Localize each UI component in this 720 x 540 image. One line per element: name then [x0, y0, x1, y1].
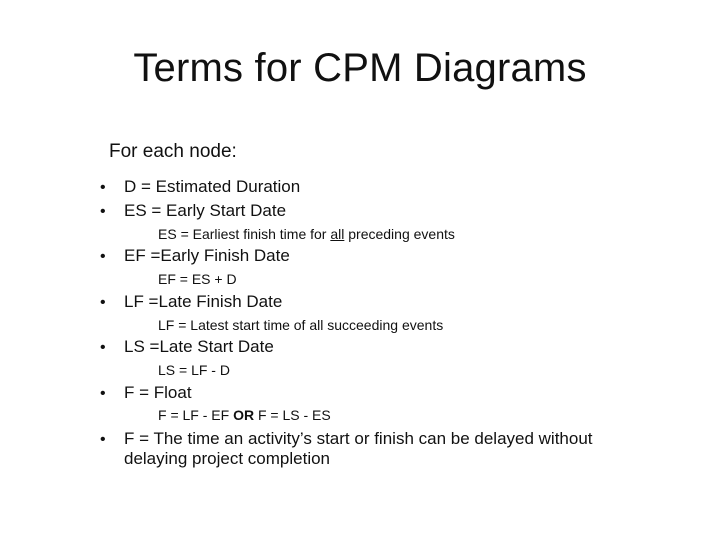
- bullet-marker: •: [100, 294, 106, 311]
- subtext-part: preceding events: [344, 226, 455, 242]
- bullet-text: D = Estimated Duration: [124, 177, 301, 196]
- bullet-text: ES = Early Start Date: [124, 201, 287, 220]
- bullet-marker: •: [100, 431, 106, 448]
- subtext-float: [158, 406, 331, 424]
- bullet-marker: •: [100, 339, 106, 356]
- subtext-late-finish: LF = Latest start time of all succeeding events: [158, 317, 444, 333]
- subtext-late-start: LS = LF - D: [158, 362, 230, 378]
- bullet-marker: •: [100, 248, 106, 265]
- bullet-marker: •: [100, 385, 106, 402]
- bullet-text: LF =Late Finish Date: [124, 292, 283, 311]
- subtext-early-finish: EF = ES + D: [158, 271, 237, 287]
- bullet-text: F = The time an activity’s start or finish can be delayed without delaying project completion: [124, 429, 593, 468]
- subtext-part: F = LS - ES: [254, 407, 331, 423]
- bullet-text: F = Float: [124, 383, 192, 402]
- intro-text: For each node:: [109, 141, 237, 162]
- page-title: Terms for CPM Diagrams: [133, 46, 587, 90]
- bullet-marker: •: [100, 179, 106, 196]
- subtext-emphasis: all: [330, 226, 345, 242]
- bullet-text: LS =Late Start Date: [124, 337, 274, 356]
- subtext-part: ES = Earliest finish time for: [158, 226, 331, 242]
- bullet-marker: •: [100, 203, 106, 220]
- subtext-part: F = LF - EF: [158, 407, 234, 423]
- subtext-early-start: [158, 225, 455, 243]
- bullet-text: EF =Early Finish Date: [124, 246, 290, 265]
- subtext-emphasis: OR: [233, 407, 255, 423]
